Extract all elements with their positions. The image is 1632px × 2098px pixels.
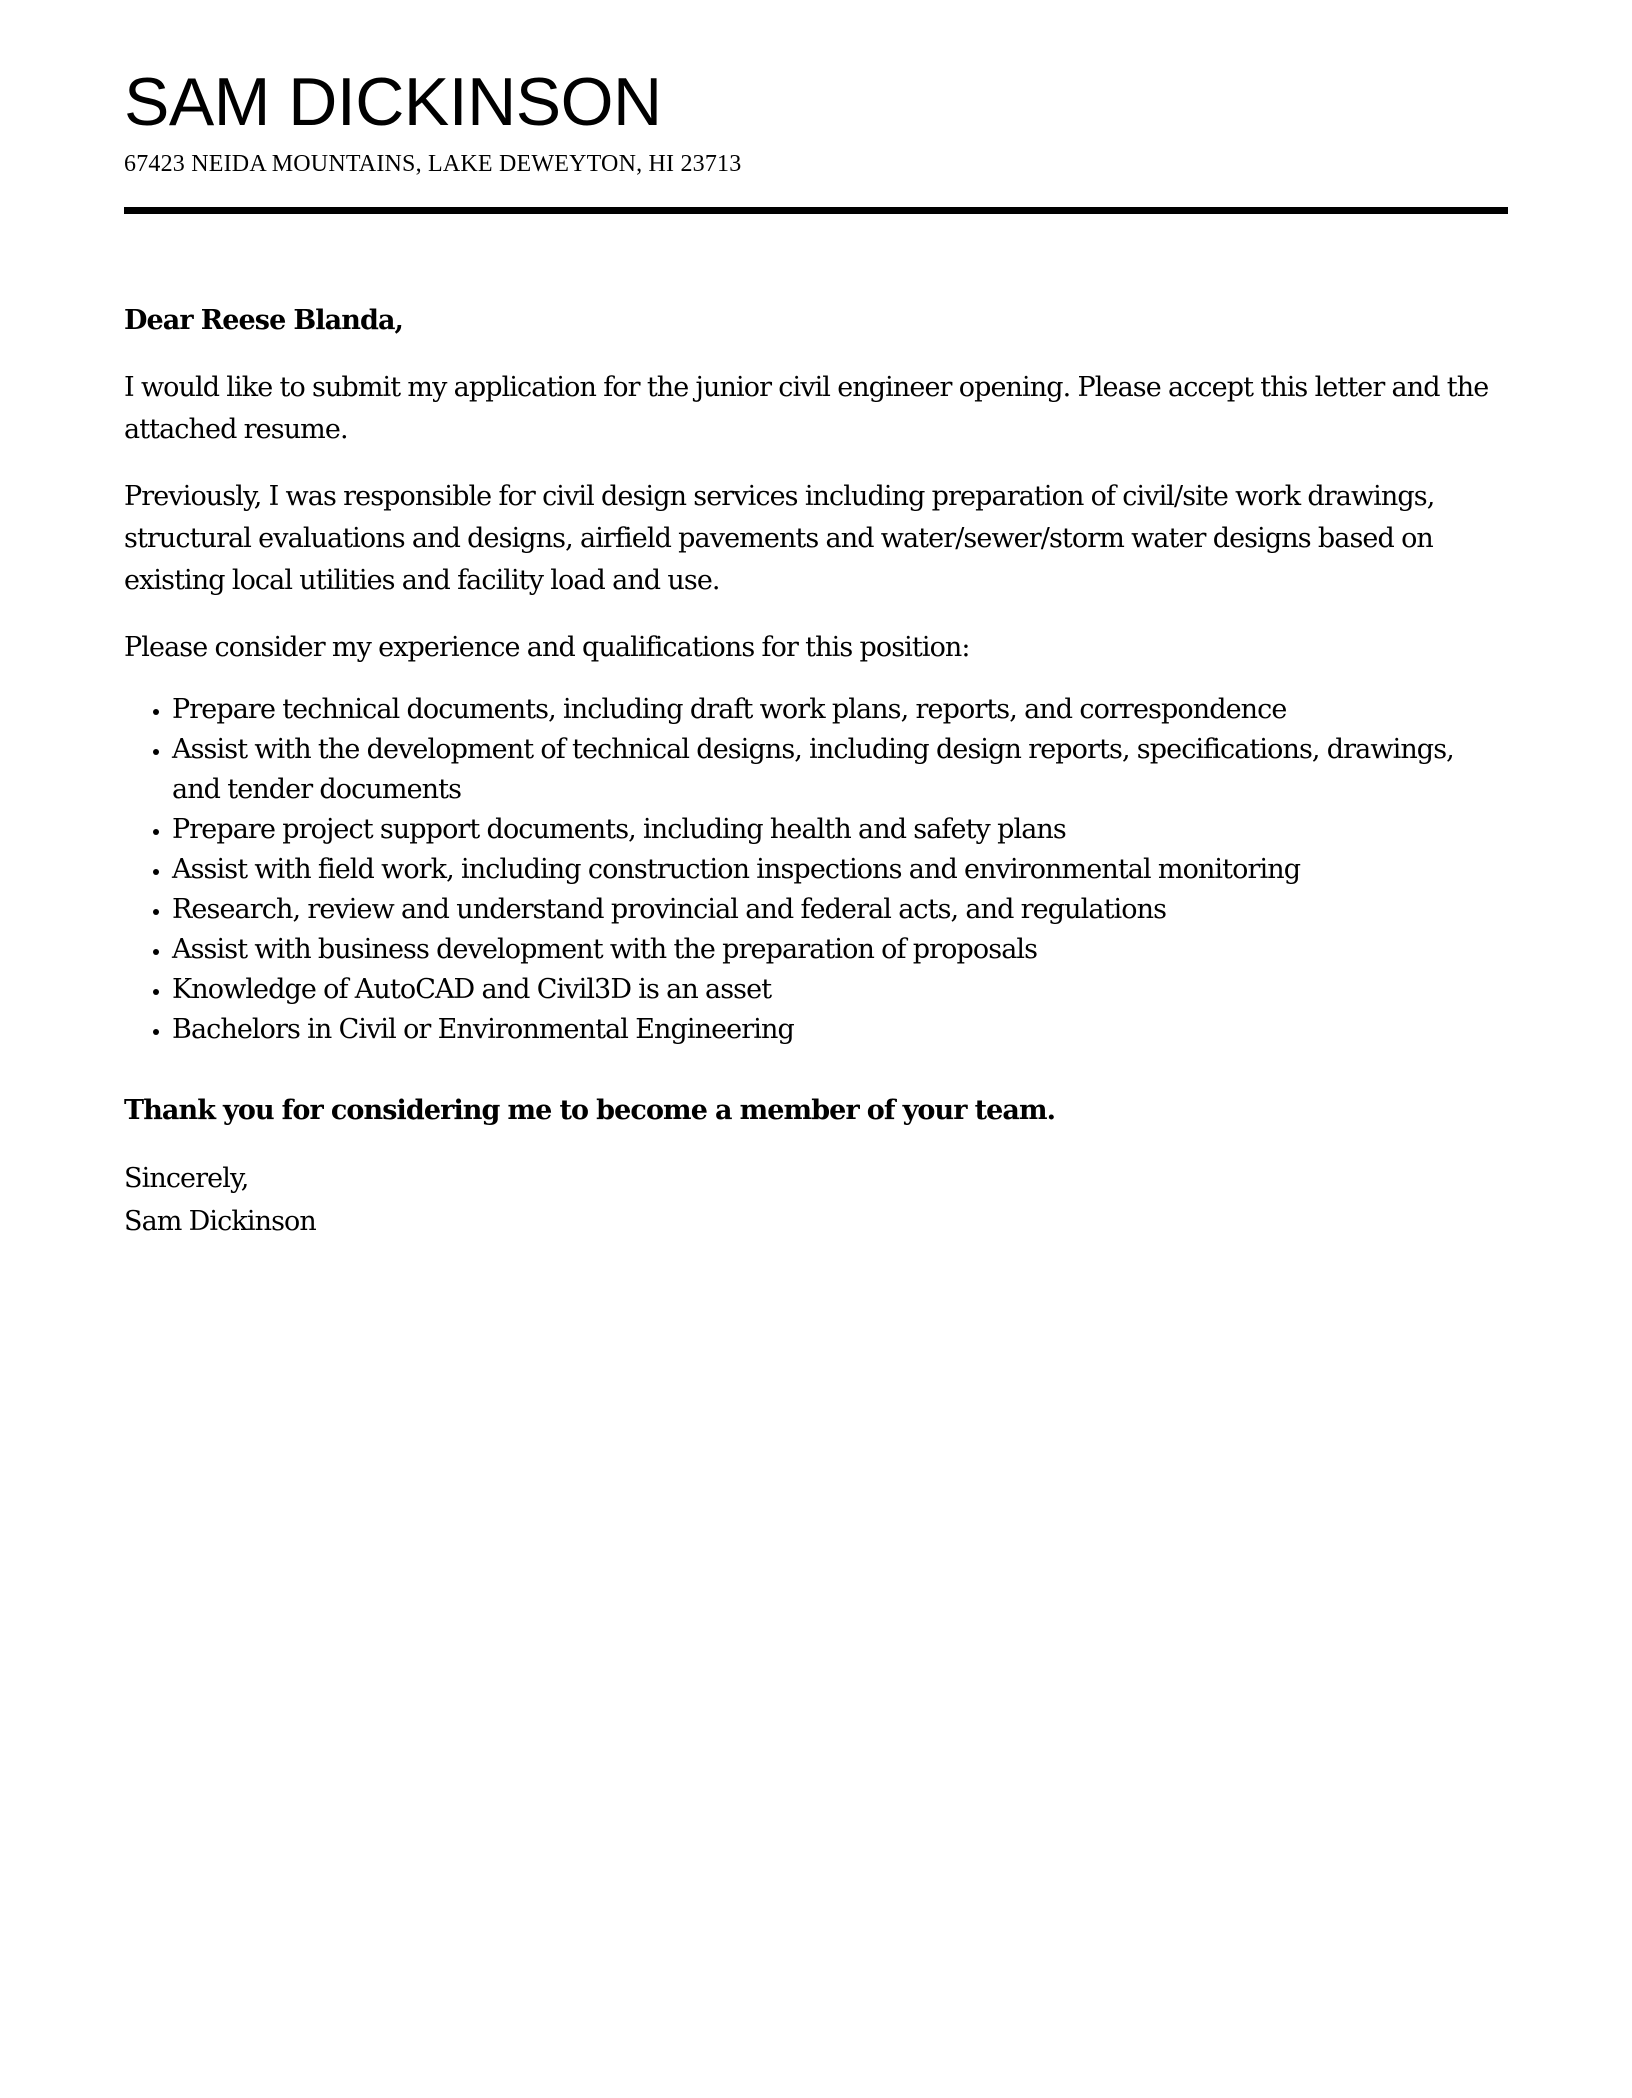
list-item: • Research, review and understand provincial and federal acts, and regulations xyxy=(172,890,1508,930)
closing-statement: Thank you for considering me to become a member of your team. xyxy=(124,1095,1056,1126)
qualifications-list xyxy=(124,690,1508,1050)
list-item: • Prepare technical documents, including draft work plans, reports, and correspondence xyxy=(172,690,1508,730)
signoff: Sincerely, xyxy=(124,1163,249,1194)
letter-body xyxy=(124,300,1508,1268)
list-item: • Assist with field work, including construction inspections and environmental monitoring xyxy=(172,850,1508,890)
list-item: • Knowledge of AutoCAD and Civil3D is an asset xyxy=(172,970,1508,1010)
qualifications-intro: Please consider my experience and qualifications for this position: xyxy=(124,632,970,663)
signature: Sam Dickinson xyxy=(124,1206,316,1237)
applicant-address: 67423 NEIDA MOUNTAINS, LAKE DEWEYTON, HI 23713 xyxy=(124,151,742,177)
list-item: • Prepare project support documents, including health and safety plans xyxy=(172,810,1508,850)
signoff-block xyxy=(124,1157,1508,1243)
experience-paragraph: Previously, I was responsible for civil design services including preparation of civil/site work drawings, structural evaluations and designs, airfield pavements and water/sewer/storm water designs based on existing local utilities and facility load and use. xyxy=(124,481,1435,596)
intro-paragraph: I would like to submit my application for the junior civil engineer opening. Please accept this letter and the attached resume. xyxy=(124,372,1489,445)
list-item: • Assist with business development with the preparation of proposals xyxy=(172,930,1508,970)
list-item: • Assist with the development of technical designs, including design reports, specifications, drawings, and tender documents xyxy=(172,730,1508,810)
list-item: • Bachelors in Civil or Environmental Engineering xyxy=(172,1010,1508,1050)
salutation: Dear Reese Blanda, xyxy=(124,305,404,336)
header-divider xyxy=(124,207,1508,214)
applicant-name: SAM DICKINSON xyxy=(124,64,662,140)
